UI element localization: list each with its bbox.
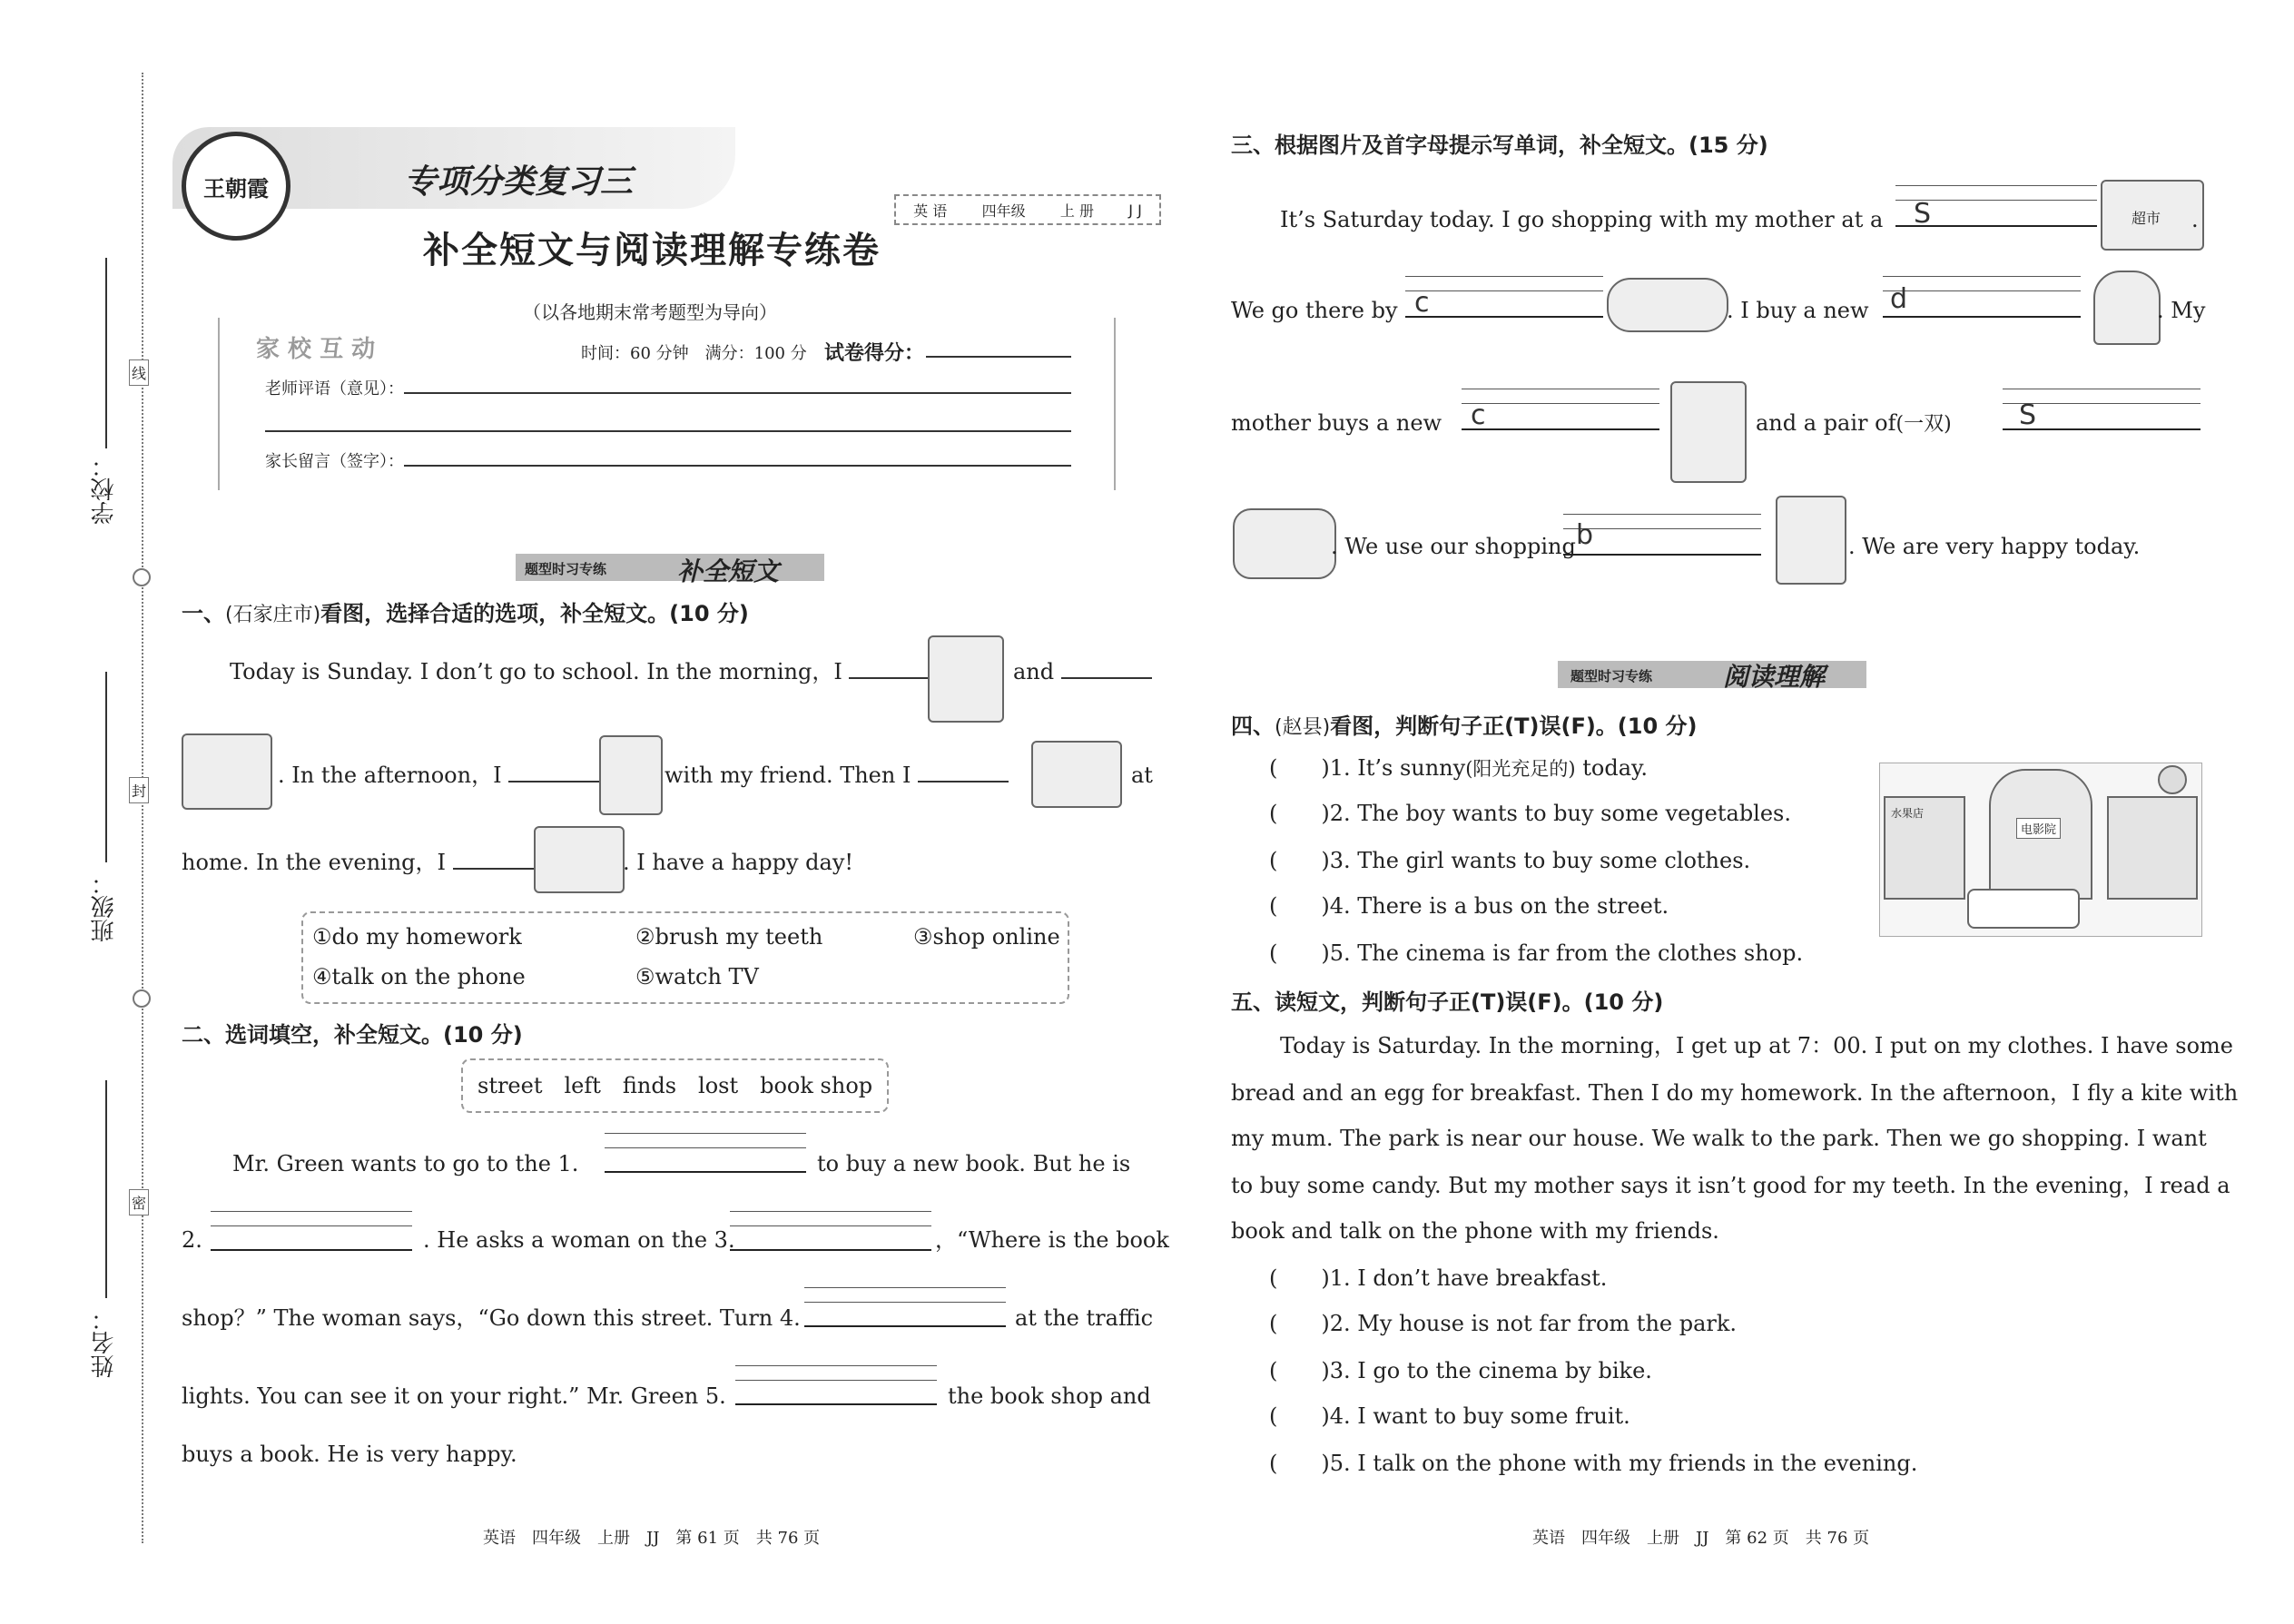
q5-passage-line-3: my mum. The park is near our house. We walk to the park. Then we go shopping. I want xyxy=(1231,1126,2207,1151)
q3-blank-4[interactable] xyxy=(1462,389,1659,432)
binding-hole-2 xyxy=(133,989,151,1008)
header-badge: 英 语 四年级 上 册 J J xyxy=(894,194,1161,225)
name-line xyxy=(105,1080,107,1298)
q3-hint-2: c xyxy=(1414,287,1430,319)
q2-line-5: buys a book. He is very happy. xyxy=(182,1442,517,1467)
q1-line-1b: and xyxy=(1013,657,1152,686)
q1-line-1: Today is Sunday. I don’t go to school. In the morning，I xyxy=(230,657,940,686)
phone-call-picture xyxy=(599,735,663,815)
class-label: 班级： xyxy=(91,871,118,942)
option-4: ④talk on the phone xyxy=(312,964,526,989)
q3-hint-6: b xyxy=(1576,519,1594,551)
q5-item-2: ( )2. My house is not far from the park. xyxy=(1269,1311,1738,1336)
q2-blank-3[interactable] xyxy=(730,1211,931,1253)
shoes-picture xyxy=(1233,508,1336,579)
q5-item-1: ( )1. I don’t have breakfast. xyxy=(1269,1265,1608,1291)
shopping-bag-picture xyxy=(1776,496,1846,585)
q1-line-2: . In the afternoon，I xyxy=(278,761,599,790)
name-label: 姓名： xyxy=(91,1307,118,1378)
q5-item-4: ( )4. I want to buy some fruit. xyxy=(1269,1403,1630,1429)
q2-blank-2[interactable] xyxy=(211,1211,412,1253)
q5-heading: 五、读短文，判断句子正(T)误(F)。(10 分) xyxy=(1231,989,1664,1015)
q1-line-3: home. In the evening，I xyxy=(182,848,544,877)
option-3: ③shop online xyxy=(913,924,1060,950)
bus-icon xyxy=(1967,889,2080,929)
q3-line-2b: . I buy a new xyxy=(1727,298,1869,323)
q3-hint-1: S xyxy=(1914,198,1932,230)
watching-tv-picture xyxy=(534,826,625,893)
q2-blank-5[interactable] xyxy=(735,1365,937,1407)
footer-left: 英语 四年级 上册 JJ 第 61 页 共 76 页 xyxy=(483,1529,821,1548)
class-line xyxy=(105,672,107,862)
q2-blank-1[interactable] xyxy=(605,1133,806,1175)
supermarket-picture: 超市 xyxy=(2101,180,2204,251)
page-subtitle: （以各地期末常考题型为导向） xyxy=(523,301,777,323)
q3-line-3: mother buys a new xyxy=(1231,410,1442,436)
q3-line-2: We go there by xyxy=(1231,298,1398,323)
school-label: 学校： xyxy=(91,454,118,525)
school-line xyxy=(105,258,107,448)
seal-mark-3: 密 xyxy=(129,1189,149,1216)
q2-heading: 二、选词填空，补全短文。(10 分) xyxy=(182,1022,523,1048)
car-picture xyxy=(1607,278,1728,332)
q3-hint-5: S xyxy=(2019,399,2037,431)
q2-line-1b: to buy a new book. But he is xyxy=(817,1151,1131,1176)
q2-line-2: 2. xyxy=(182,1227,202,1253)
q5-passage-line-4: to buy some candy. But my mother says it isn’t good for my teeth. In the evening，I read a xyxy=(1231,1173,2230,1198)
q4-item-1: ( )1. It’s sunny(阳光充足的) today. xyxy=(1269,755,1648,781)
score-label: 试卷得分： xyxy=(824,342,925,365)
q3-blank-3[interactable] xyxy=(1883,276,2081,320)
coat-picture xyxy=(1670,381,1747,483)
footer-right: 英语 四年级 上册 JJ 第 62 页 共 76 页 xyxy=(1532,1529,1870,1548)
series-title: 专项分类复习三 xyxy=(404,163,634,201)
q2-line-2c: ，“Where is the book xyxy=(935,1227,1169,1253)
q1-line-2c: at xyxy=(1131,763,1153,788)
q4-item-4: ( )4. There is a bus on the street. xyxy=(1269,893,1669,919)
seal-mark-2: 封 xyxy=(129,777,149,803)
sun-icon xyxy=(2158,765,2187,794)
q1-line-3b: . I have a happy day! xyxy=(623,850,854,875)
q4-heading: 四、(赵县)看图，判断句子正(T)误(F)。(10 分) xyxy=(1231,714,1698,739)
seal-mark-1: 线 xyxy=(129,359,149,386)
q1-options-box xyxy=(301,911,1069,1004)
option-1: ①do my homework xyxy=(312,924,522,950)
q3-line-3b: and a pair of(一双) xyxy=(1756,410,1952,436)
q5-passage-line-1: Today is Saturday. In the morning，I get up at 7：00. I put on my clothes. I have some xyxy=(1280,1033,2233,1058)
q1-heading: 一、(石家庄市)看图，选择合适的选项，补全短文。(10 分) xyxy=(182,601,749,626)
fruit-shop: 水果店 xyxy=(1884,796,1965,900)
q1-blank-5[interactable] xyxy=(453,868,544,870)
q3-line-2c: . My xyxy=(2157,298,2206,323)
street-scene-picture xyxy=(1879,763,2202,937)
q3-line-4b: . We are very happy today. xyxy=(1848,534,2141,559)
q5-item-3: ( )3. I go to the cinema by bike. xyxy=(1269,1358,1652,1383)
q1-blank-3[interactable] xyxy=(508,781,599,782)
q3-period-1: . xyxy=(2191,207,2199,232)
section-banner-reading: 题型时习专练 阅读理解 xyxy=(1558,661,1866,688)
brushing-teeth-picture xyxy=(928,635,1004,723)
q3-heading: 三、根据图片及首字母提示写单词，补全短文。(15 分) xyxy=(1231,133,1768,158)
q2-line-1: Mr. Green wants to go to the 1. xyxy=(232,1151,579,1176)
clothes-shop xyxy=(2107,796,2198,900)
teacher-comment-field-2[interactable] xyxy=(265,430,1071,432)
q3-hint-3: d xyxy=(1890,283,1908,315)
q4-item-5: ( )5. The cinema is far from the clothes shop. xyxy=(1269,940,1804,966)
q4-item-2: ( )2. The boy wants to buy some vegetables. xyxy=(1269,801,1792,826)
online-shopping-picture xyxy=(1031,741,1122,808)
dress-picture xyxy=(2093,271,2161,345)
page-title: 补全短文与阅读理解专练卷 xyxy=(423,229,881,271)
q5-passage-line-2: bread and an egg for breakfast. Then I do my homework. In the afternoon，I fly a kite with xyxy=(1231,1080,2239,1106)
q1-blank-1[interactable] xyxy=(849,677,940,679)
q2-line-4: lights. You can see it on your right.” Mr. Green 5. xyxy=(182,1383,726,1409)
q3-line-1: It’s Saturday today. I go shopping with my mother at a xyxy=(1280,207,1884,232)
binding-hole-1 xyxy=(133,568,151,586)
q5-item-5: ( )5. I talk on the phone with my friends in the evening. xyxy=(1269,1451,1918,1476)
q2-line-3b: at the traffic xyxy=(1015,1305,1154,1331)
teacher-comment-label: 老师评语（意见）： xyxy=(265,379,404,399)
q4-item-3: ( )3. The girl wants to buy some clothes. xyxy=(1269,848,1751,873)
homework-picture xyxy=(182,733,272,810)
q3-hint-4: c xyxy=(1471,399,1486,431)
binding-dotted-line xyxy=(142,73,143,1543)
q2-line-3: shop？” The woman says，“Go down this street. Turn 4. xyxy=(182,1305,801,1331)
score-field[interactable] xyxy=(926,356,1071,358)
q3-blank-2[interactable] xyxy=(1405,276,1603,320)
parent-message-field[interactable] xyxy=(404,465,1071,467)
section-banner-cloze: 题型时习专练 补全短文 xyxy=(516,554,824,581)
option-5: ⑤watch TV xyxy=(635,964,759,989)
option-2: ②brush my teeth xyxy=(635,924,823,950)
home-school-label: 家 校 互 动 xyxy=(256,336,376,363)
brand-logo: 王朝霞 xyxy=(182,132,290,241)
q2-word-bank: street left finds lost book shop xyxy=(461,1058,889,1113)
q2-line-4b: the book shop and xyxy=(948,1383,1151,1409)
q3-line-4: . We use our shopping xyxy=(1331,534,1576,559)
teacher-comment-field[interactable] xyxy=(404,392,1071,394)
q1-blank-2[interactable] xyxy=(1061,677,1152,679)
exam-time: 时间：60 分钟 满分：100 分 xyxy=(581,344,807,363)
cinema-building: 电影院 xyxy=(1989,769,2092,900)
q1-line-2b: with my friend. Then I xyxy=(665,761,1009,790)
q1-blank-4[interactable] xyxy=(918,781,1009,782)
parent-message-label: 家长留言（签字）： xyxy=(265,452,404,471)
q2-line-2b: . He asks a woman on the 3. xyxy=(423,1227,735,1253)
q2-blank-4[interactable] xyxy=(804,1287,1006,1329)
q5-passage-line-5: book and talk on the phone with my friends. xyxy=(1231,1218,1719,1244)
